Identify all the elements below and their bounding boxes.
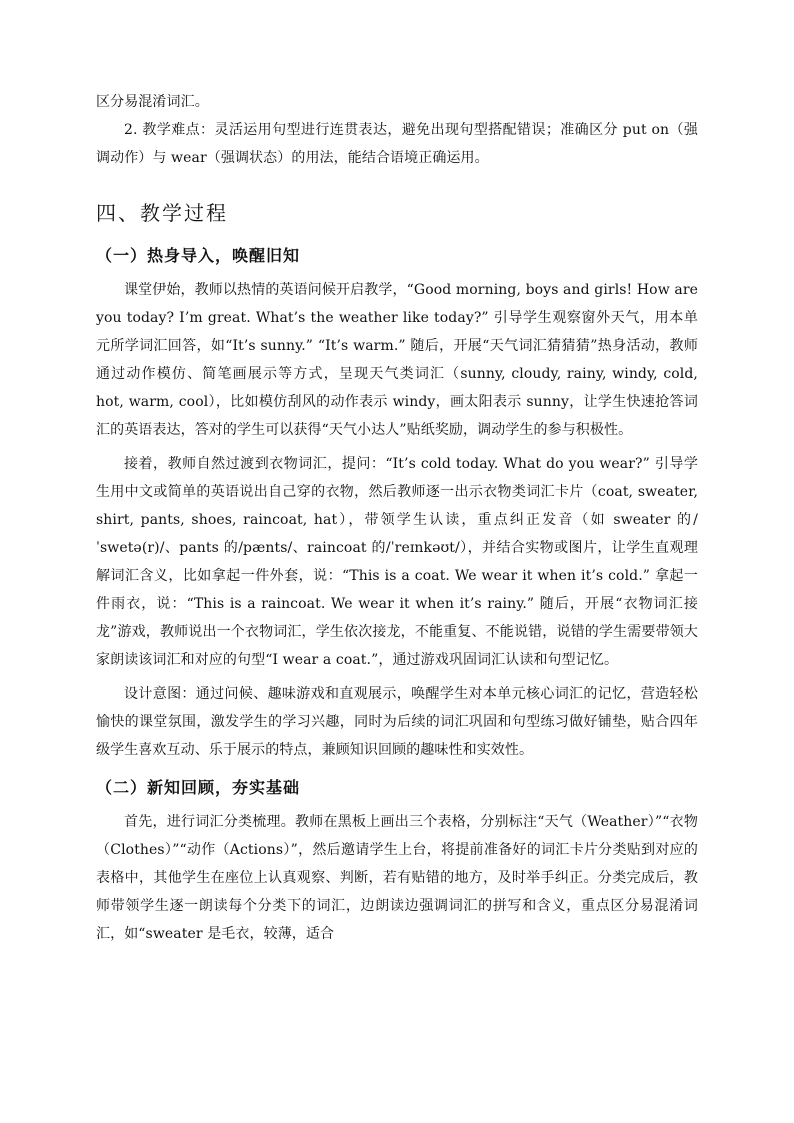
paragraph-warm-up-2: 接着，教师自然过渡到衣物词汇，提问：“It’s cold today. What do you wear?” 引导学生用中文或简单的英语说出自己穿的衣物，然后教师逐一出示衣物类词汇卡片（coat, sweater, shirt, pants, shoes, raincoat, hat），带领学生认读，重点纠正发音（如 sweater 的/ˈswetə(r)/、pants 的/pænts/、raincoat 的/ˈreɪnkəʊt/），并结合实物或图片，让学生直观理解词汇含义，比如拿起一件外套，说：“This is a coat. We wear it when it’s cold.” 拿起一件雨衣，说：“This is a raincoat. We wear it when it’s rainy.” 随后，开展“衣物词汇接龙”游戏，教师说出一个衣物词汇，学生依次接龙，不能重复、不能说错，说错的学生需要带领大家朗读该词汇和对应的句型“I wear a coat.”，通过游戏巩固词汇认读和句型记忆。 (96, 456, 698, 668)
paragraph-carryover: 区分易混淆词汇。 (96, 94, 209, 110)
paragraph-design-intent: 设计意图：通过问候、趣味游戏和直观展示，唤醒学生对本单元核心词汇的记忆，营造轻松愉快的课堂氛围，激发学生的学习兴趣，同时为后续的词汇巩固和句型练习做好铺垫，贴合四年级学生喜欢互动、乐于展示的特点，兼顾知识回顾的趣味性和实效性。 (96, 686, 698, 758)
heading-teaching-process: 四、教学过程 (96, 201, 228, 225)
paragraph-teaching-difficulty: 2. 教学难点：灵活运用句型进行连贯表达，避免出现句型搭配错误；准确区分 put on（强调动作）与 wear（强调状态）的用法，能结合语境正确运用。 (96, 122, 698, 166)
heading-review: （二）新知回顾，夯实基础 (96, 778, 301, 797)
paragraph-warm-up-1: 课堂伊始，教师以热情的英语问候开启教学，“Good morning, boys and girls! How are you today? I’m great. What’s the weather like today?” 引导学生观察窗外天气，用本单元所学词汇回答，如“It’s sunny.” “It’s warm.” 随后，开展“天气词汇猜猜猜”热身活动，教师通过动作模仿、简笔画展示等方式，呈现天气类词汇（sunny, cloudy, rainy, windy, cold, hot, warm, cool），比如模仿刮风的动作表示 windy，画太阳表示 sunny，让学生快速抢答词汇的英语表达，答对的学生可以获得“天气小达人”贴纸奖励，调动学生的参与积极性。 (96, 282, 698, 438)
heading-warm-up: （一）热身导入，唤醒旧知 (96, 246, 301, 265)
document-body (96, 88, 698, 948)
paragraph-review-1: 首先，进行词汇分类梳理。教师在黑板上画出三个表格，分别标注“天气（Weather）”“衣物（Clothes）”“动作（Actions）”，然后邀请学生上台，将提前准备好的词汇卡片分类贴到对应的表格中，其他学生在座位上认真观察、判断，若有贴错的地方，及时举手纠正。分类完成后，教师带领学生逐一朗读每个分类下的词汇，边朗读边强调词汇的拼写和含义，重点区分易混淆词汇，如“sweater 是毛衣，较薄，适合 (96, 814, 698, 942)
